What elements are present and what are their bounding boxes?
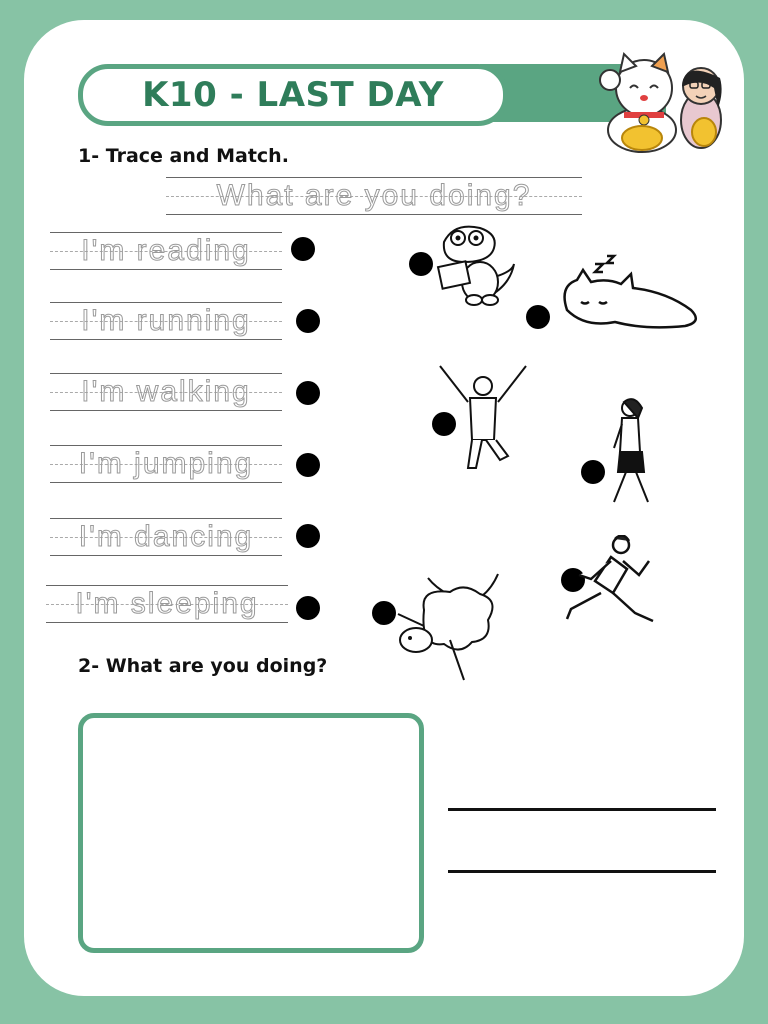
person-jumping-icon — [436, 362, 530, 476]
sheep-dancing-icon — [394, 570, 506, 684]
section-1-title: 1- Trace and Match. — [78, 145, 289, 167]
match-dot-left[interactable] — [296, 309, 320, 333]
man-running-icon — [563, 535, 659, 639]
match-dot-right[interactable] — [526, 305, 550, 329]
trace-phrase — [50, 232, 282, 270]
match-dot-right[interactable] — [581, 460, 605, 484]
match-dot-right[interactable] — [372, 601, 396, 625]
drawing-box[interactable] — [78, 713, 424, 953]
answer-line[interactable] — [448, 870, 716, 873]
trace-phrase — [46, 585, 288, 623]
crocodile-reading-icon — [434, 220, 520, 308]
match-dot-right[interactable] — [409, 252, 433, 276]
section-2-title: 2- What are you doing? — [78, 655, 328, 677]
girl-walking-icon — [606, 396, 656, 508]
trace-question-text: What are you doing? — [216, 179, 532, 212]
cat-sleeping-icon — [555, 252, 711, 342]
answer-line[interactable] — [448, 808, 716, 811]
trace-phrase — [50, 373, 282, 411]
match-dot-left[interactable] — [296, 596, 320, 620]
trace-phrase-text: I'm walking — [81, 375, 251, 408]
trace-question — [166, 177, 582, 215]
trace-phrase — [50, 445, 282, 483]
trace-phrase-text: I'm sleeping — [75, 587, 259, 620]
match-dot-left[interactable] — [296, 381, 320, 405]
trace-phrase-text: I'm dancing — [78, 520, 254, 553]
trace-phrase — [50, 518, 282, 556]
match-dot-left[interactable] — [296, 524, 320, 548]
trace-phrase-text: I'm reading — [81, 234, 251, 267]
title-banner — [78, 64, 508, 126]
match-dot-left[interactable] — [296, 453, 320, 477]
trace-phrase — [50, 302, 282, 340]
trace-phrase-text: I'm jumping — [78, 447, 254, 480]
match-dot-left[interactable] — [291, 237, 315, 261]
page-title: K10 - LAST DAY — [142, 75, 444, 115]
lucky-cat-sticker-icon — [598, 50, 726, 154]
trace-phrase-text: I'm running — [81, 304, 251, 337]
